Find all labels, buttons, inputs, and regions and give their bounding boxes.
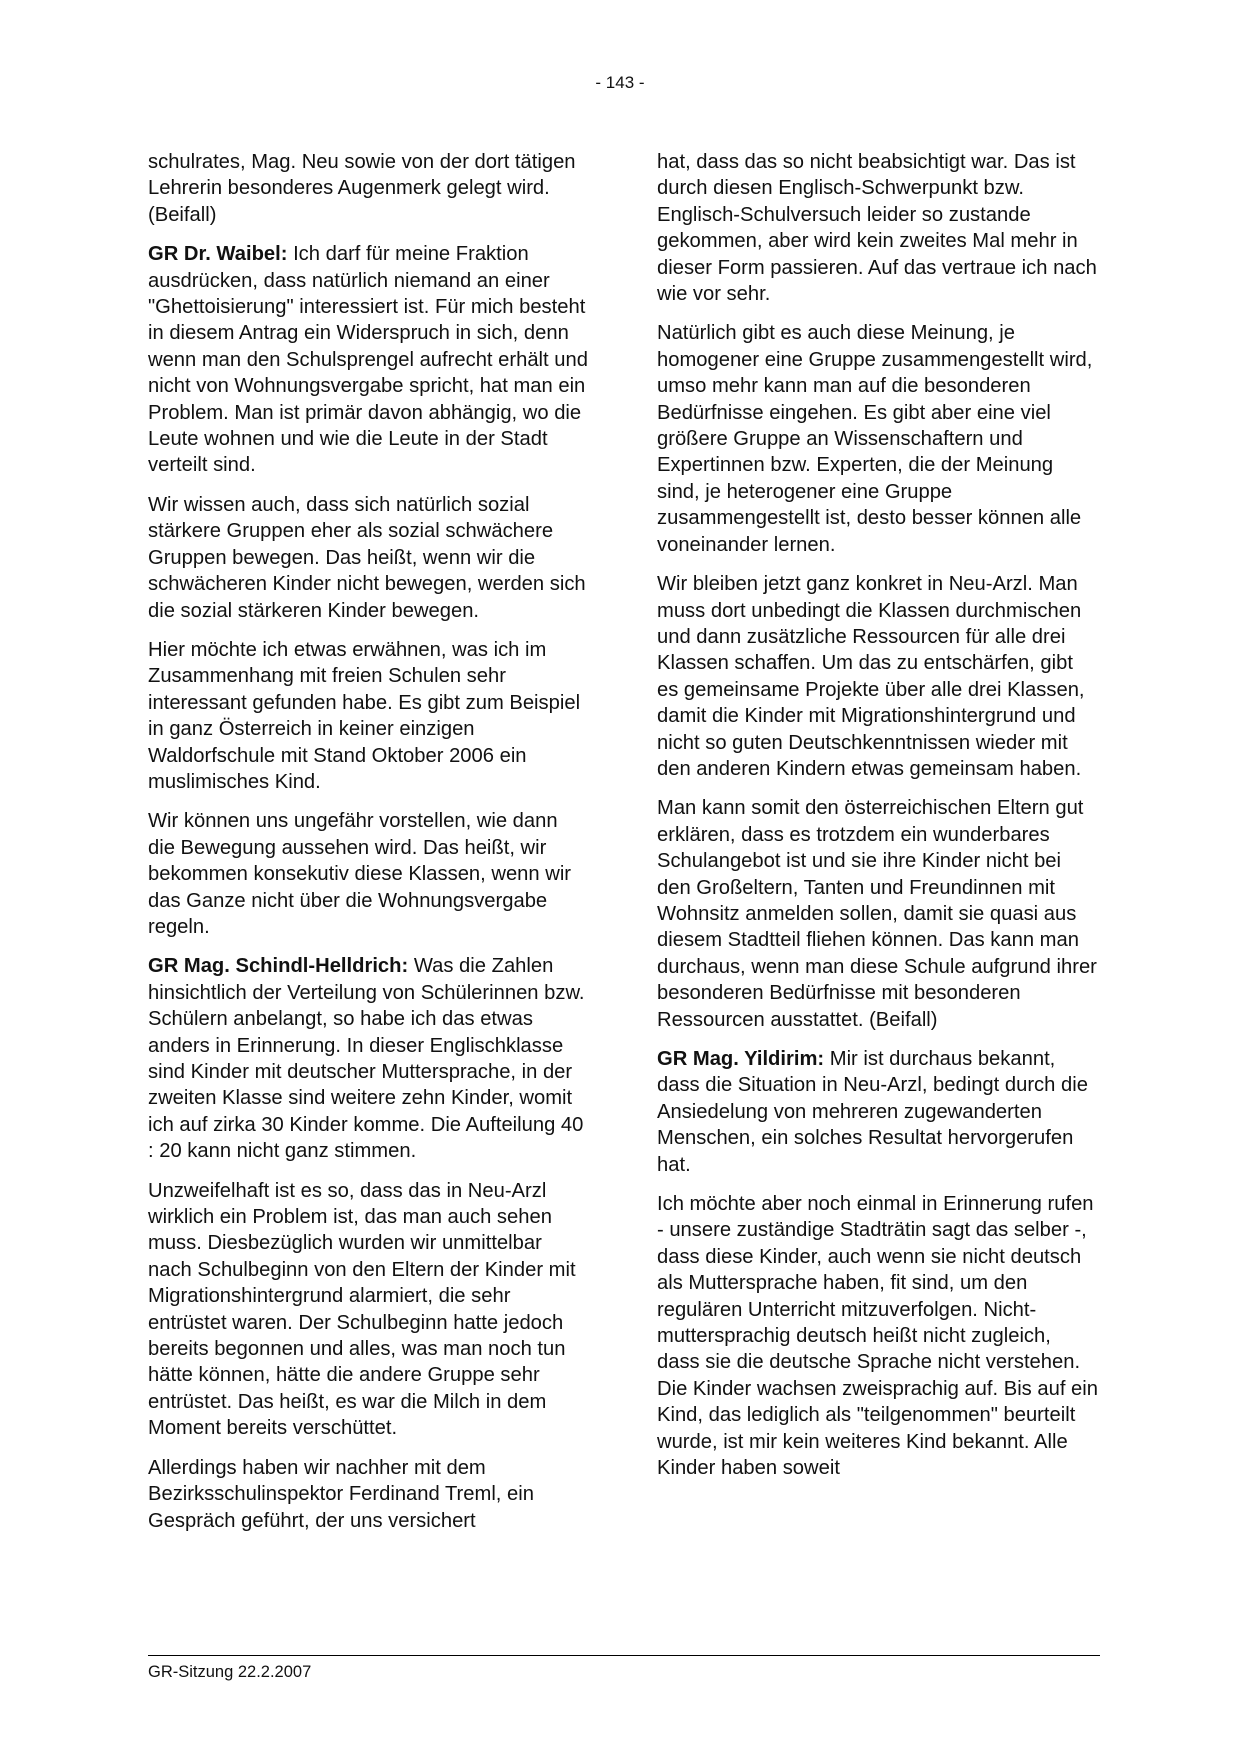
paragraph: Hier möchte ich etwas erwähnen, was ich im Zusammenhang mit freien Schulen sehr interessant gefunden habe. Es gibt zum Beispiel in ganz Österreich in keiner einzigen Waldorfschule mit Stand Oktober 2006 ein muslimisches Kind. [148,638,581,793]
speaker-name: GR Mag. Schindl-Helldrich: [148,955,409,978]
paragraph: Man kann somit den österreichischen Eltern gut erklären, dass es trotzdem ein wunderbares Schulangebot ist und sie ihre Kinder nicht bei den Großeltern, Tanten und Freundinnen mit Wohnsitz anmelden sollen, damit sie quasi aus diesem Stadtteil fliehen können. Das kann man durchaus, wenn man diese Schule aufgrund ihrer besonderen Bedürfnisse mit besonderen Ressourcen ausstattet. (Beifall) [657,797,1097,1031]
paragraph: Allerdings haben wir nachher mit dem Bezirksschulinspektor Ferdinand Treml, ein Gespräch geführt, der uns versichert [148,1456,534,1532]
paragraph: GR Mag. Yildirim: Mir ist durchaus bekannt, dass die Situation in Neu-Arzl, bedingt durch die Ansiedelung von mehreren zugewanderten Menschen, ein solches Resultat hervorgerufen hat. [657,1048,1088,1176]
speaker-name: GR Dr. Waibel: [148,243,288,266]
left-column [148,149,590,1547]
paragraph: Wir wissen auch, dass sich natürlich sozial stärkere Gruppen eher als sozial schwächere Gruppen bewegen. Das heißt, wenn wir die schwächeren Kinder nicht bewegen, werden sich die sozial stärkeren Kinder bewegen. [148,493,586,622]
paragraph: GR Mag. Schindl-Helldrich: Was die Zahlen hinsichtlich der Verteilung von Schülerinnen bzw. Schülern anbelangt, so habe ich das etwas anders in Erinnerung. In dieser Englischklasse sind Kinder mit deutscher Muttersprache, in der zweiten Klasse sind weitere zehn Kinder, womit ich auf zirka 30 Kinder komme. Die Aufteilung 40 : 20 kann nicht ganz stimmen. [148,955,585,1163]
right-column [657,149,1099,1495]
paragraph: hat, dass das so nicht beabsichtigt war. Das ist durch diesen Englisch-Schwerpunkt bzw. Englisch-Schulversuch leider so zustande gekommen, aber wird kein zweites Mal mehr in dieser Form passieren. Auf das vertraue ich nach wie vor sehr. [657,151,1097,306]
paragraph: GR Dr. Waibel: Ich darf für meine Fraktion ausdrücken, dass natürlich niemand an einer "Ghettoisierung" interessiert ist. Für mich besteht in diesem Antrag ein Widerspruch in sich, denn wenn man den Schulsprengel aufrecht erhält und nicht von Wohnungsvergabe spricht, hat man ein Problem. Man ist primär davon abhängig, wo die Leute wohnen und wie die Leute in der Stadt verteilt sind. [148,243,588,477]
paragraph: schulrates, Mag. Neu sowie von der dort tätigen Lehrerin besonderes Augenmerk gelegt wird. (Beifall) [148,151,576,226]
footer-divider [148,1655,1100,1656]
page-number: - 143 - [595,73,645,92]
footer-session-date: GR-Sitzung 22.2.2007 [148,1663,312,1681]
speaker-name: GR Mag. Yildirim: [657,1048,825,1070]
paragraph: Ich möchte aber noch einmal in Erinnerung rufen - unsere zuständige Stadträtin sagt das selber -, dass diese Kinder, auch wenn sie nicht deutsch als Muttersprache haben, fit sind, um den regulären Unterricht mitzuverfolgen. Nicht-muttersprachig deutsch heißt nicht zugleich, dass sie die deutsche Sprache nicht verstehen. Die Kinder wachsen zweisprachig auf. Bis auf ein Kind, das lediglich als "teilgenommen" beurteilt wurde, ist mir kein weiteres Kind bekannt. Alle Kinder haben soweit [657,1193,1098,1480]
paragraph: Natürlich gibt es auch diese Meinung, je homogener eine Gruppe zusammengestellt wird, umso mehr kann man auf die besonderen Bedürfnisse eingehen. Es gibt aber eine viel größere Gruppe an Wissenschaftern und Expertinnen bzw. Experten, die der Meinung sind, je heterogener eine Gruppe zusammengestellt ist, desto besser können alle voneinander lernen. [657,322,1093,556]
paragraph: Wir können uns ungefähr vorstellen, wie dann die Bewegung aussehen wird. Das heißt, wir bekommen konsekutiv diese Klassen, wenn wir das Ganze nicht über die Wohnungsvergabe regeln. [148,810,572,938]
paragraph: Unzweifelhaft ist es so, dass das in Neu-Arzl wirklich ein Problem ist, das man auch sehen muss. Diesbezüglich wurden wir unmittelbar nach Schulbeginn von den Eltern der Kinder mit Migrationshintergrund alarmiert, die sehr entrüstet waren. Der Schulbeginn hatte jedoch bereits begonnen und alles, was man noch tun hätte können, hätte die andere Gruppe sehr entrüstet. Das heißt, es war die Milch in dem Moment bereits verschüttet. [148,1179,576,1440]
paragraph: Wir bleiben jetzt ganz konkret in Neu-Arzl. Man muss dort unbedingt die Klassen durchmischen und dann zusätzliche Ressourcen für alle drei Klassen schaffen. Um das zu entschärfen, gibt es gemeinsame Projekte über alle drei Klassen, damit die Kinder mit Migrationshintergrund und nicht so guten Deutschkenntnissen wieder mit den anderen Kindern etwas gemeinsam haben. [657,573,1085,780]
